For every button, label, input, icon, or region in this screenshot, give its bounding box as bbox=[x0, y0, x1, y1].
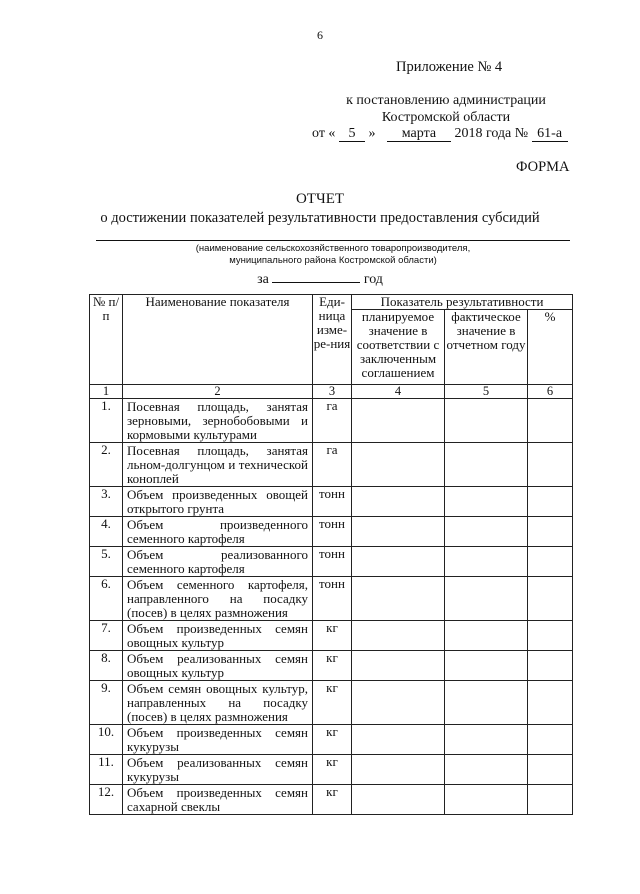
report-subtitle: о достижении показателей результативности предоставления субсидий bbox=[100, 210, 540, 226]
percent-cell[interactable] bbox=[528, 547, 573, 577]
planned-value-cell[interactable] bbox=[352, 577, 445, 621]
indicator-unit: кг bbox=[313, 651, 352, 681]
planned-value-cell[interactable] bbox=[352, 755, 445, 785]
header-percent: % bbox=[528, 310, 573, 385]
indicator-name: Объем произведенных семян кукурузы bbox=[123, 725, 313, 755]
decree-line-1: к постановлению администрации bbox=[346, 93, 546, 108]
row-number: 8. bbox=[90, 651, 123, 681]
indicator-unit: кг bbox=[313, 725, 352, 755]
period-blank bbox=[272, 270, 360, 283]
indicator-unit: га bbox=[313, 443, 352, 487]
col-number: 2 bbox=[123, 385, 313, 399]
percent-cell[interactable] bbox=[528, 621, 573, 651]
indicator-unit: тонн bbox=[313, 547, 352, 577]
percent-cell[interactable] bbox=[528, 725, 573, 755]
decree-reference bbox=[310, 92, 582, 126]
indicator-unit: кг bbox=[313, 755, 352, 785]
actual-value-cell[interactable] bbox=[445, 621, 528, 651]
indicator-unit: га bbox=[313, 399, 352, 443]
col-number: 6 bbox=[528, 385, 573, 399]
table-header-row bbox=[90, 295, 573, 310]
actual-value-cell[interactable] bbox=[445, 755, 528, 785]
name-field-line bbox=[96, 240, 570, 241]
decree-line-2: Костромской области bbox=[381, 110, 511, 125]
table-row bbox=[90, 487, 573, 517]
table-row bbox=[90, 517, 573, 547]
planned-value-cell[interactable] bbox=[352, 681, 445, 725]
actual-value-cell[interactable] bbox=[445, 785, 528, 815]
row-number: 1. bbox=[90, 399, 123, 443]
decree-number: 61-а bbox=[532, 127, 568, 142]
col-number: 4 bbox=[352, 385, 445, 399]
planned-value-cell[interactable] bbox=[352, 651, 445, 681]
indicator-name: Объем реализованных семян овощных культур bbox=[123, 651, 313, 681]
indicator-name: Объем семенного картофеля, направленного на посадку (посев) в целях размножения bbox=[123, 577, 313, 621]
actual-value-cell[interactable] bbox=[445, 443, 528, 487]
row-number: 5. bbox=[90, 547, 123, 577]
row-number: 10. bbox=[90, 725, 123, 755]
actual-value-cell[interactable] bbox=[445, 487, 528, 517]
planned-value-cell[interactable] bbox=[352, 517, 445, 547]
row-number: 4. bbox=[90, 517, 123, 547]
caption-line-1: (наименование сельскохозяйственного товаропроизводителя, bbox=[195, 243, 471, 254]
date-mid: » bbox=[368, 126, 376, 141]
indicator-name: Объем произведенных овощей открытого грунта bbox=[123, 487, 313, 517]
table-row bbox=[90, 681, 573, 725]
table-row bbox=[90, 651, 573, 681]
header-num: № п/п bbox=[90, 295, 123, 385]
table-row bbox=[90, 755, 573, 785]
row-number: 11. bbox=[90, 755, 123, 785]
date-month: марта bbox=[387, 127, 451, 142]
indicator-name: Посевная площадь, занятая льном-долгунцом и технической коноплей bbox=[123, 443, 313, 487]
indicator-unit: тонн bbox=[313, 517, 352, 547]
actual-value-cell[interactable] bbox=[445, 577, 528, 621]
indicator-unit: тонн bbox=[313, 487, 352, 517]
page-number: 6 bbox=[317, 28, 323, 42]
indicator-name: Объем произведенных семян овощных культур bbox=[123, 621, 313, 651]
planned-value-cell[interactable] bbox=[352, 621, 445, 651]
table-row bbox=[90, 725, 573, 755]
percent-cell[interactable] bbox=[528, 785, 573, 815]
percent-cell[interactable] bbox=[528, 399, 573, 443]
planned-value-cell[interactable] bbox=[352, 443, 445, 487]
planned-value-cell[interactable] bbox=[352, 725, 445, 755]
date-year: 2018 года № bbox=[454, 126, 529, 141]
table-row bbox=[90, 621, 573, 651]
col-number: 1 bbox=[90, 385, 123, 399]
percent-cell[interactable] bbox=[528, 517, 573, 547]
percent-cell[interactable] bbox=[528, 651, 573, 681]
indicator-name: Объем семян овощных культур, направленных на посадку (посев) в целях размножения bbox=[123, 681, 313, 725]
period-prefix: за bbox=[257, 272, 269, 287]
indicator-name: Посевная площадь, занятая зерновыми, зернобобовыми и кормовыми культурами bbox=[123, 399, 313, 443]
actual-value-cell[interactable] bbox=[445, 725, 528, 755]
percent-cell[interactable] bbox=[528, 443, 573, 487]
indicator-name: Объем произведенного семенного картофеля bbox=[123, 517, 313, 547]
column-number-row bbox=[90, 385, 573, 399]
actual-value-cell[interactable] bbox=[445, 517, 528, 547]
indicator-unit: кг bbox=[313, 785, 352, 815]
appendix-label: Приложение № 4 bbox=[396, 59, 503, 75]
planned-value-cell[interactable] bbox=[352, 487, 445, 517]
actual-value-cell[interactable] bbox=[445, 651, 528, 681]
table-row bbox=[90, 399, 573, 443]
report-title: ОТЧЕТ bbox=[295, 191, 345, 207]
indicator-name: Объем произведенных семян сахарной свеклы bbox=[123, 785, 313, 815]
name-field-caption bbox=[96, 243, 570, 267]
actual-value-cell[interactable] bbox=[445, 681, 528, 725]
planned-value-cell[interactable] bbox=[352, 399, 445, 443]
table-row bbox=[90, 443, 573, 487]
decree-date bbox=[312, 126, 568, 142]
percent-cell[interactable] bbox=[528, 681, 573, 725]
caption-line-2: муниципального района Костромской области) bbox=[229, 255, 437, 266]
row-number: 9. bbox=[90, 681, 123, 725]
row-number: 2. bbox=[90, 443, 123, 487]
indicator-unit: кг bbox=[313, 681, 352, 725]
planned-value-cell[interactable] bbox=[352, 785, 445, 815]
header-unit: Еди-ница изме-ре-ния bbox=[313, 295, 352, 385]
row-number: 3. bbox=[90, 487, 123, 517]
table-row bbox=[90, 547, 573, 577]
col-number: 3 bbox=[313, 385, 352, 399]
date-prefix: от « bbox=[312, 126, 336, 141]
percent-cell[interactable] bbox=[528, 755, 573, 785]
row-number: 12. bbox=[90, 785, 123, 815]
table-row bbox=[90, 785, 573, 815]
indicators-table bbox=[89, 294, 573, 815]
percent-cell[interactable] bbox=[528, 577, 573, 621]
table-row bbox=[90, 577, 573, 621]
col-number: 5 bbox=[445, 385, 528, 399]
period-suffix: год bbox=[363, 272, 383, 287]
report-period bbox=[0, 270, 640, 288]
header-planned: планируемое значение в соответствии с заключенным соглашением bbox=[352, 310, 445, 385]
header-name: Наименование показателя bbox=[123, 295, 313, 385]
indicator-unit: тонн bbox=[313, 577, 352, 621]
indicator-name: Объем реализованного семенного картофеля bbox=[123, 547, 313, 577]
form-label: ФОРМА bbox=[516, 159, 570, 175]
date-day: 5 bbox=[339, 127, 365, 142]
row-number: 6. bbox=[90, 577, 123, 621]
actual-value-cell[interactable] bbox=[445, 399, 528, 443]
header-group: Показатель результативности bbox=[352, 295, 573, 310]
actual-value-cell[interactable] bbox=[445, 547, 528, 577]
indicator-unit: кг bbox=[313, 621, 352, 651]
percent-cell[interactable] bbox=[528, 487, 573, 517]
header-actual: фактическое значение в отчетном году bbox=[445, 310, 528, 385]
planned-value-cell[interactable] bbox=[352, 547, 445, 577]
row-number: 7. bbox=[90, 621, 123, 651]
indicator-name: Объем реализованных семян кукурузы bbox=[123, 755, 313, 785]
